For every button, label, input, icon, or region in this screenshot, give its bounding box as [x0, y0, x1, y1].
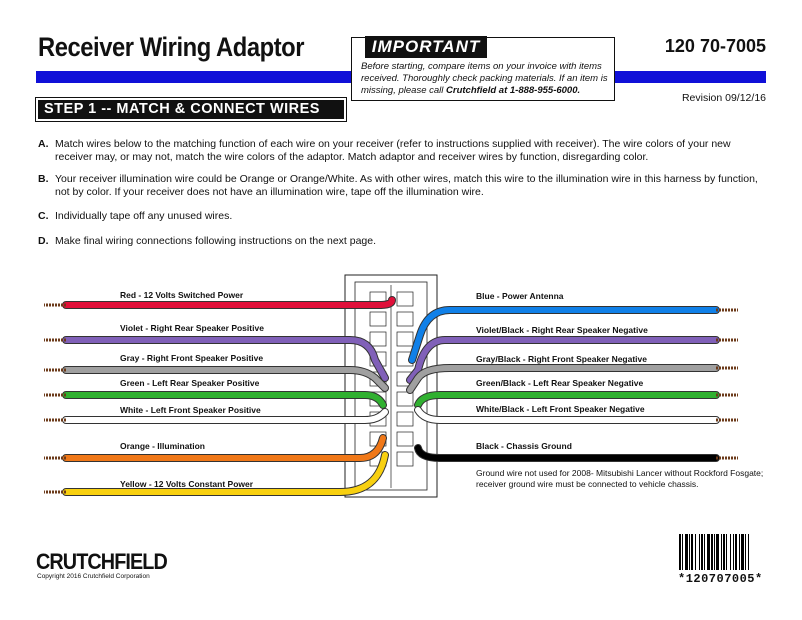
crutchfield-logo: CRUTCHFIELD — [36, 549, 167, 574]
important-phone: Crutchfield at 1-888-955-6000. — [446, 85, 581, 96]
right-wire-label: Black - Chassis Ground — [476, 441, 572, 451]
important-text: Before starting, compare items on your invoice with items received. Thoroughly check packing materials. If an item is missing, please call Crutchfield at 1-888-955-6000. — [361, 61, 608, 96]
important-heading: IMPORTANT — [365, 36, 487, 58]
left-wire-label: Gray - Right Front Speaker Positive — [120, 353, 264, 363]
left-wire-label: White - Left Front Speaker Positive — [120, 405, 261, 415]
header-rule-left — [36, 71, 352, 83]
right-wire-0 — [412, 310, 716, 360]
header-rule-right — [613, 71, 766, 83]
ground-wire-note: Ground wire not used for 2008- Mitsubishi Lancer without Rockford Fosgate; receiver ground wire must be connected to vehicle chassis. — [476, 468, 764, 489]
left-wire-3 — [66, 395, 383, 405]
left-wire-5 — [66, 438, 383, 458]
right-wire-label: White/Black - Left Front Speaker Negative — [476, 404, 645, 414]
right-wire-label: Blue - Power Antenna — [476, 291, 564, 301]
copyright: Copyright 2016 Crutchfield Corporation — [37, 573, 150, 580]
instruction-a: A. Match wires below to the matching function of each wire on your receiver (refer to instructions supplied with receiver). The wire colors of your new receiver may, or may not, match the wire colors of the adaptor. Match adaptor and receiver wires by function, disregarding color. — [38, 138, 731, 163]
left-wire-label: Red - 12 Volts Switched Power — [120, 290, 244, 300]
left-wire-label: Green - Left Rear Speaker Positive — [120, 378, 260, 388]
part-number: 120 70-7005 — [664, 36, 766, 56]
barcode-number: *120707005* — [678, 572, 763, 586]
left-wire-label: Yellow - 12 Volts Constant Power — [120, 479, 254, 489]
revision: Revision 09/12/16 — [681, 92, 766, 104]
right-wire-label: Violet/Black - Right Rear Speaker Negative — [476, 325, 648, 335]
left-wire-0 — [66, 300, 392, 305]
instruction-d: D. Make final wiring connections following instructions on the next page. — [38, 235, 377, 247]
right-wire-label: Green/Black - Left Rear Speaker Negative — [476, 378, 644, 388]
barcode — [679, 534, 769, 570]
left-wire-label: Orange - Illumination — [120, 441, 206, 451]
instruction-b: B. Your receiver illumination wire could be Orange or Orange/White. As with other wires, match this wire to the illumination wire in this harness by function, not by color. If your receiver does not have an illumination wire, tape off the illumination wire. — [38, 173, 758, 198]
right-wire-label: Gray/Black - Right Front Speaker Negative — [476, 354, 647, 364]
step-heading: STEP 1 -- MATCH & CONNECT WIRES — [36, 98, 346, 121]
instruction-c: C. Individually tape off any unused wires. — [38, 210, 233, 222]
left-wire-label: Violet - Right Rear Speaker Positive — [120, 323, 264, 333]
document-title: Receiver Wiring Adaptor — [38, 32, 305, 62]
